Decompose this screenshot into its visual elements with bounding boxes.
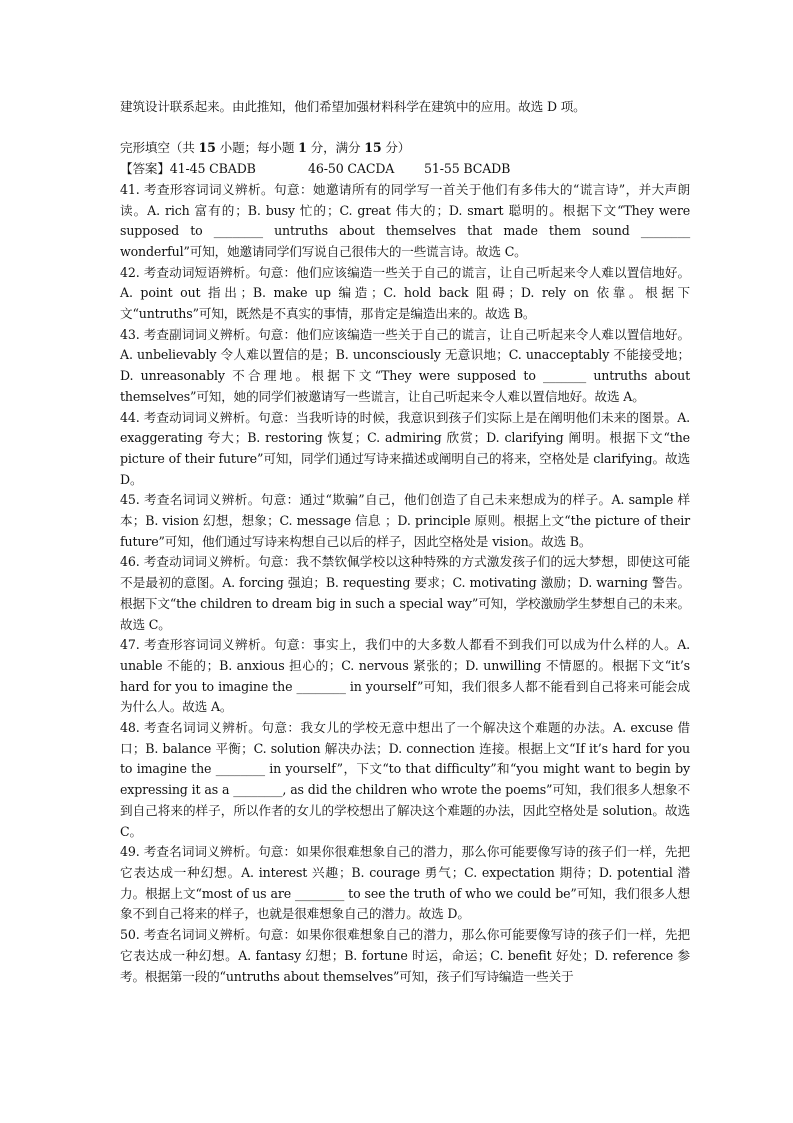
intro-paragraph: 建筑设计联系起来。由此推知，他们希望加强材料科学在建筑中的应用。故选 D 项。 [120,99,586,114]
explanation-42: 42. 考查动词短语辨析。句意：他们应该编造一些关于自己的谎言，让自己听起来令人难以置信地好。A. point out 指出；B. make up 编造；C. hold back 阻碍；D. rely on 依靠。根据下文“untruths”可知，既然是不真实的事情，那肯定是编造出来的。故选 B。 [120,264,690,322]
total-score: 15 [364,140,382,156]
answer-group-1: 【答案】41-45 CBADB [120,161,256,177]
explanation-43: 43. 考查副词词义辨析。句意：他们应该编造一些关于自己的谎言，让自己听起来令人难以置信地好。A. unbelievably 令人难以置信的是；B. unconsciously 无意识地；C. unacceptably 不能接受地；D. unreasonably 不合理地。根据下文“They were supposed to _______ untruths about themselves”可知，她的同学们被邀请写一些谎言，让自己听起来令人难以置信地好。故选 A。 [120,326,690,404]
page-content [120,97,690,987]
answer-group-2: 46-50 CACDA [308,161,395,177]
title-mid-2: 分，满分 [306,140,365,156]
explanation-45: 45. 考查名词词义辨析。句意：通过“欺骗”自己，他们创造了自己未来想成为的样子。A. sample 样本；B. vision 幻想，想象；C. message 信息 ；D. principle 原则。根据上文“the picture of their future”可知，他们通过写诗来构想自己以后的样子，因此空格处是 vision。故选 B。 [120,492,690,549]
answer-key [120,159,690,180]
explanation-48: 48. 考查名词词义辨析。句意：我女儿的学校无意中想出了一个解决这个难题的办法。A. excuse 借口；B. balance 平衡；C. solution 解决办法；D. connection 连接。根据上文“If it’s hard for you to imagine the ________ in yourself”，下文“to that difficulty”和“you might want to begin by expressing it as a ________, as did the children who wrote the poems”可知，我们很多人想象不到自己将来的样子，所以作者的女儿的学校想出了解决这个难题的办法，因此空格处是 solution。故选 C。 [120,720,690,839]
answer-group-3: 51-55 BCADB [424,161,511,177]
title-prefix: 完形填空（共 [120,140,199,156]
title-suffix: 分） [381,140,411,156]
explanation-47: 47. 考查形容词词义辨析。句意：事实上，我们中的大多数人都看不到我们可以成为什么样的人。A. unable 不能的；B. anxious 担心的；C. nervous 紧张的；D. unwilling 不情愿的。根据下文“it’s hard for you to imagine the ________ in yourself”可知，我们很多人都不能看到自己将来可能会成为什么人。故选 A。 [120,637,690,715]
question-count: 15 [198,140,216,156]
explanation-41: 41. 考查形容词词义辨析。句意：她邀请所有的同学写一首关于他们有多伟大的“谎言诗”，并大声朗读。A. rich 富有的；B. busy 忙的；C. great 伟大的；D. smart 聪明的。根据下文“They were supposed to ________ untruths about themselves that made them sound ________ wonderful”可知，她邀请同学们写说自己很伟大的一些谎言诗。故选 C。 [120,181,690,259]
score-per-question: 1 [298,140,307,156]
explanation-50: 50. 考查名词词义辨析。句意：如果你很难想象自己的潜力，那么你可能要像写诗的孩子们一样，先把它表达成一种幻想。A. fantasy 幻想；B. fortune 时运，命运；C. benefit 好处；D. reference 参考。根据第一段的“untruths about themselves”可知，孩子们写诗编造一些关于 [120,927,690,984]
title-mid-1: 小题；每小题 [215,140,299,156]
explanation-49: 49. 考查名词词义辨析。句意：如果你很难想象自己的潜力，那么你可能要像写诗的孩子们一样，先把它表达成一种幻想。A. interest 兴趣；B. courage 勇气；C. expectation 期待；D. potential 潜力。根据上文“most of us are ________ to see the truth of who we could be”可知，我们很多人想象不到自己将来的样子，也就是很难想象自己的潜力。故选 D。 [120,844,690,922]
explanation-46: 46. 考查动词词义辨析。句意：我不禁钦佩学校以这种特殊的方式激发孩子们的远大梦想，即使这可能不是最初的意图。A. forcing 强迫；B. requesting 要求；C. motivating 激励；D. warning 警告。根据下文“the children to dream big in such a special way”可知，学校激励学生梦想自己的未来。故选 C。 [120,554,690,632]
section-title [120,138,690,159]
explanation-44: 44. 考查动词词义辨析。句意：当我听诗的时候，我意识到孩子们实际上是在阐明他们未来的图景。A. exaggerating 夸大；B. restoring 恢复；C. admiring 欣赏；D. clarifying 阐明。根据下文“the picture of their future”可知，同学们通过写诗来描述或阐明自己的将来，空格处是 clarifying。故选 D。 [120,409,690,487]
